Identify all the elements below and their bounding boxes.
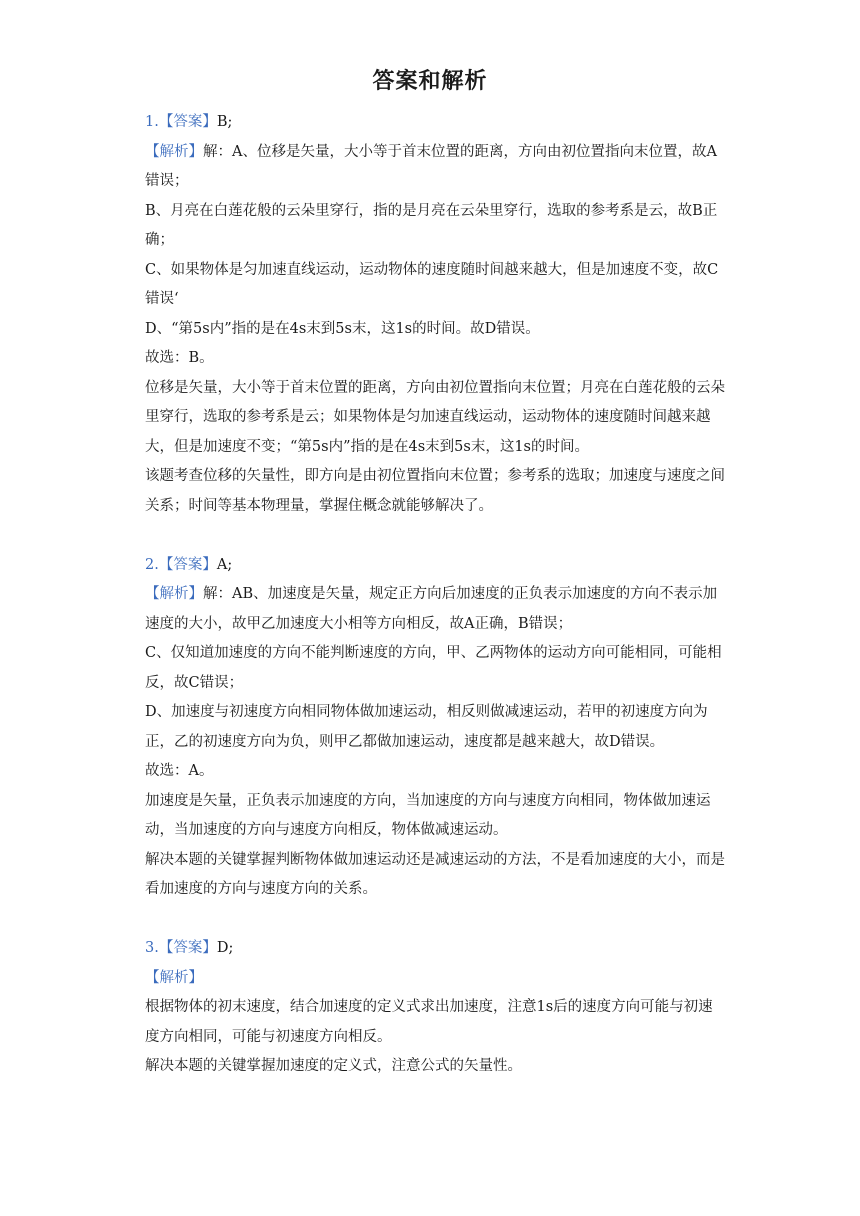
q2-line-3: 故选：A。 <box>145 763 214 779</box>
page-title: 答案和解析 <box>372 69 488 94</box>
q2-line-1: C、仅知道加速度的方向不能判断速度的方向，甲、乙两物体的运动方向可能相同，可能相反，故C错误； <box>145 645 722 691</box>
section-gap <box>145 521 725 551</box>
q3-answer-line <box>145 934 725 964</box>
section-gap <box>145 905 725 935</box>
q2-analysis-tag: 【解析】 <box>145 586 203 602</box>
q1-analysis-line <box>145 138 725 197</box>
q2-number: 2. <box>145 556 159 573</box>
q2-answer-line <box>145 551 725 581</box>
q3-line-1: 解决本题的关键掌握加速度的定义式，注意公式的矢量性。 <box>145 1058 522 1074</box>
answer-content <box>145 108 725 1082</box>
q2-line-5: 解决本题的关键掌握判断物体做加速运动还是减速运动的方法，不是看加速度的大小，而是看加速度的方向与速度方向的关系。 <box>145 851 725 897</box>
q3-number: 3. <box>145 940 159 956</box>
q2-line-0: 解：AB、加速度是矢量，规定正方向后加速度的正负表示加速度的方向不表示加速度的大小，故甲乙加速度大小相等方向相反，故A正确，B错误； <box>145 586 718 632</box>
q2-answer: A; <box>216 556 233 573</box>
q3-answer: D; <box>216 940 234 956</box>
q2-line-4: 加速度是矢量，正负表示加速度的方向，当加速度的方向与速度方向相同，物体做加速运动，当加速度的方向与速度方向相反，物体做减速运动。 <box>145 792 711 838</box>
q1-line-5: 位移是矢量，大小等于首末位置的距离，方向由初位置指向末位置；月亮在白莲花般的云朵里穿行，选取的参考系是云；如果物体是匀加速直线运动，运动物体的速度随时间越来越大，但是加速度不变；“第5s内”指的是在4s末到5s末，这1s的时间。 <box>145 379 725 455</box>
q1-answer: B; <box>216 114 233 130</box>
q1-line-0: 解：A、位移是矢量，大小等于首末位置的距离，方向由初位置指向末位置，故A错误； <box>145 143 717 189</box>
q3-analysis-tag: 【解析】 <box>145 969 203 986</box>
q1-line-1: B、月亮在白莲花般的云朵里穿行，指的是月亮在云朵里穿行，选取的参考系是云，故B正确； <box>145 202 718 248</box>
q1-line-3: D、“第5s内”指的是在4s末到5s末，这1s的时间。故D错误。 <box>145 320 540 337</box>
q3-line-0: 根据物体的初末速度，结合加速度的定义式求出加速度，注意1s后的速度方向可能与初速度方向相同，可能与初速度方向相反。 <box>145 999 713 1045</box>
q3-analysis-line <box>145 964 725 994</box>
q3-answer-tag: 【答案】 <box>158 940 217 956</box>
q1-answer-line <box>145 108 725 138</box>
q1-number: 1. <box>145 114 159 130</box>
q2-line-2: D、加速度与初速度方向相同物体做加速运动，相反则做减速运动，若甲的初速度方向为正，乙的初速度方向为负，则甲乙都做加速运动，速度都是越来越大，故D错误。 <box>145 704 708 750</box>
q2-answer-tag: 【答案】 <box>158 556 217 573</box>
q1-answer-tag: 【答案】 <box>158 114 217 130</box>
q1-line-4: 故选：B。 <box>145 350 214 366</box>
q1-analysis-tag: 【解析】 <box>145 143 203 160</box>
q2-analysis-line <box>145 580 725 639</box>
q1-line-6: 该题考查位移的矢量性，即方向是由初位置指向末位置；参考系的选取；加速度与速度之间关系；时间等基本物理量，掌握住概念就能够解决了。 <box>145 468 725 514</box>
q1-line-2: C、如果物体是匀加速直线运动，运动物体的速度随时间越来越大，但是加速度不变，故C错误‘ <box>145 261 719 307</box>
